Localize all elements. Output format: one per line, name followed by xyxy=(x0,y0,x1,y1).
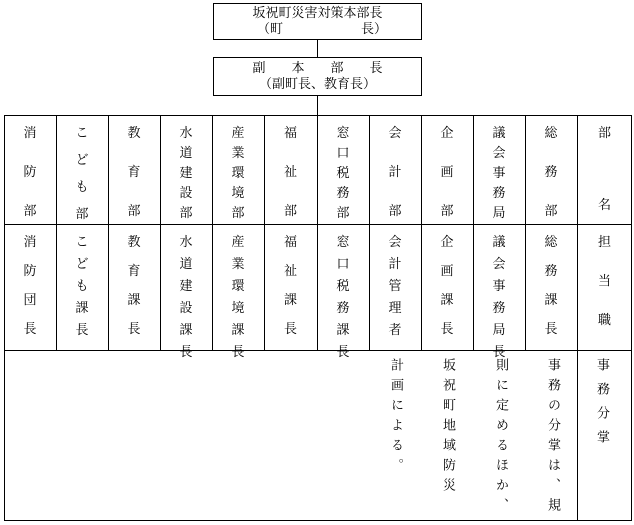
column-divider xyxy=(212,115,213,350)
head-title-2: 教 育 課 長 xyxy=(127,235,141,337)
column-divider xyxy=(369,115,370,350)
deputy-chief-box xyxy=(213,57,422,96)
subtitle-left: （町 xyxy=(257,22,284,37)
duties-text-col1: 事務の分掌は、規 xyxy=(545,358,560,518)
dept-name-2: 教 育 部 xyxy=(127,126,141,219)
subtitle-right: 長） xyxy=(361,22,388,37)
dept-name-1: こ ど も 部 xyxy=(75,126,89,222)
dept-name-8: 企 画 部 xyxy=(440,126,454,219)
connector-top xyxy=(317,40,318,57)
dept-name-5: 福 祉 部 xyxy=(283,126,297,219)
head-title-4: 産 業 環 境 課 長 xyxy=(231,235,245,360)
headquarters-chief-title: 坂祝町災害対策本部長 xyxy=(252,6,383,21)
dept-name-7: 会 計 部 xyxy=(388,126,402,219)
dept-row-label: 部 名 xyxy=(597,126,611,213)
head-title-6: 窓 口 税 務 課 長 xyxy=(336,235,350,360)
dept-name-10: 総 務 部 xyxy=(544,126,558,219)
deputy-chief-title: 副 本 部 長 xyxy=(252,61,383,76)
head-title-1: こ ど も 課 長 xyxy=(75,235,89,338)
column-divider xyxy=(473,115,474,350)
headquarters-chief-subtitle xyxy=(214,22,421,38)
org-table xyxy=(4,115,632,521)
head-title-9: 議 会 事 務 局 長 xyxy=(492,235,506,360)
head-row-label: 担 当 職 xyxy=(597,235,611,328)
head-title-0: 消 防 団 長 xyxy=(23,235,37,337)
duties-label-1: 事務分掌 xyxy=(594,358,609,454)
deputy-chief-subtitle: （副町長、教育長） xyxy=(258,77,376,92)
column-divider xyxy=(108,115,109,350)
column-divider-duties xyxy=(577,350,578,521)
dept-name-9: 議 会 事 務 局 xyxy=(492,126,506,221)
head-title-3: 水 道 建 設 課 長 xyxy=(179,235,193,360)
column-divider xyxy=(421,115,422,350)
dept-name-6: 窓 口 税 務 部 xyxy=(336,126,350,221)
dept-name-4: 産 業 環 境 部 xyxy=(231,126,245,221)
connector-mid xyxy=(317,96,318,115)
duties-text-col4: 計画による。 xyxy=(388,358,403,478)
dept-name-3: 水 道 建 設 部 xyxy=(179,126,193,221)
column-divider xyxy=(160,115,161,350)
column-divider xyxy=(525,115,526,350)
head-title-10: 総 務 課 長 xyxy=(544,235,558,337)
duties-text-col2: 則に定めるほか、 xyxy=(493,358,508,518)
duties-text-col3: 坂祝町地域防災 xyxy=(440,358,455,498)
row-divider-head xyxy=(4,350,632,351)
column-divider xyxy=(264,115,265,350)
head-title-8: 企 画 課 長 xyxy=(440,235,454,337)
column-divider xyxy=(577,115,578,350)
column-divider xyxy=(317,115,318,350)
head-title-7: 会 計 管 理 者 xyxy=(388,235,402,338)
column-divider xyxy=(56,115,57,350)
head-title-5: 福 祉 課 長 xyxy=(283,235,297,337)
headquarters-chief-box xyxy=(213,3,422,40)
row-divider-dept xyxy=(4,224,632,225)
dept-name-0: 消 防 部 xyxy=(23,126,37,219)
